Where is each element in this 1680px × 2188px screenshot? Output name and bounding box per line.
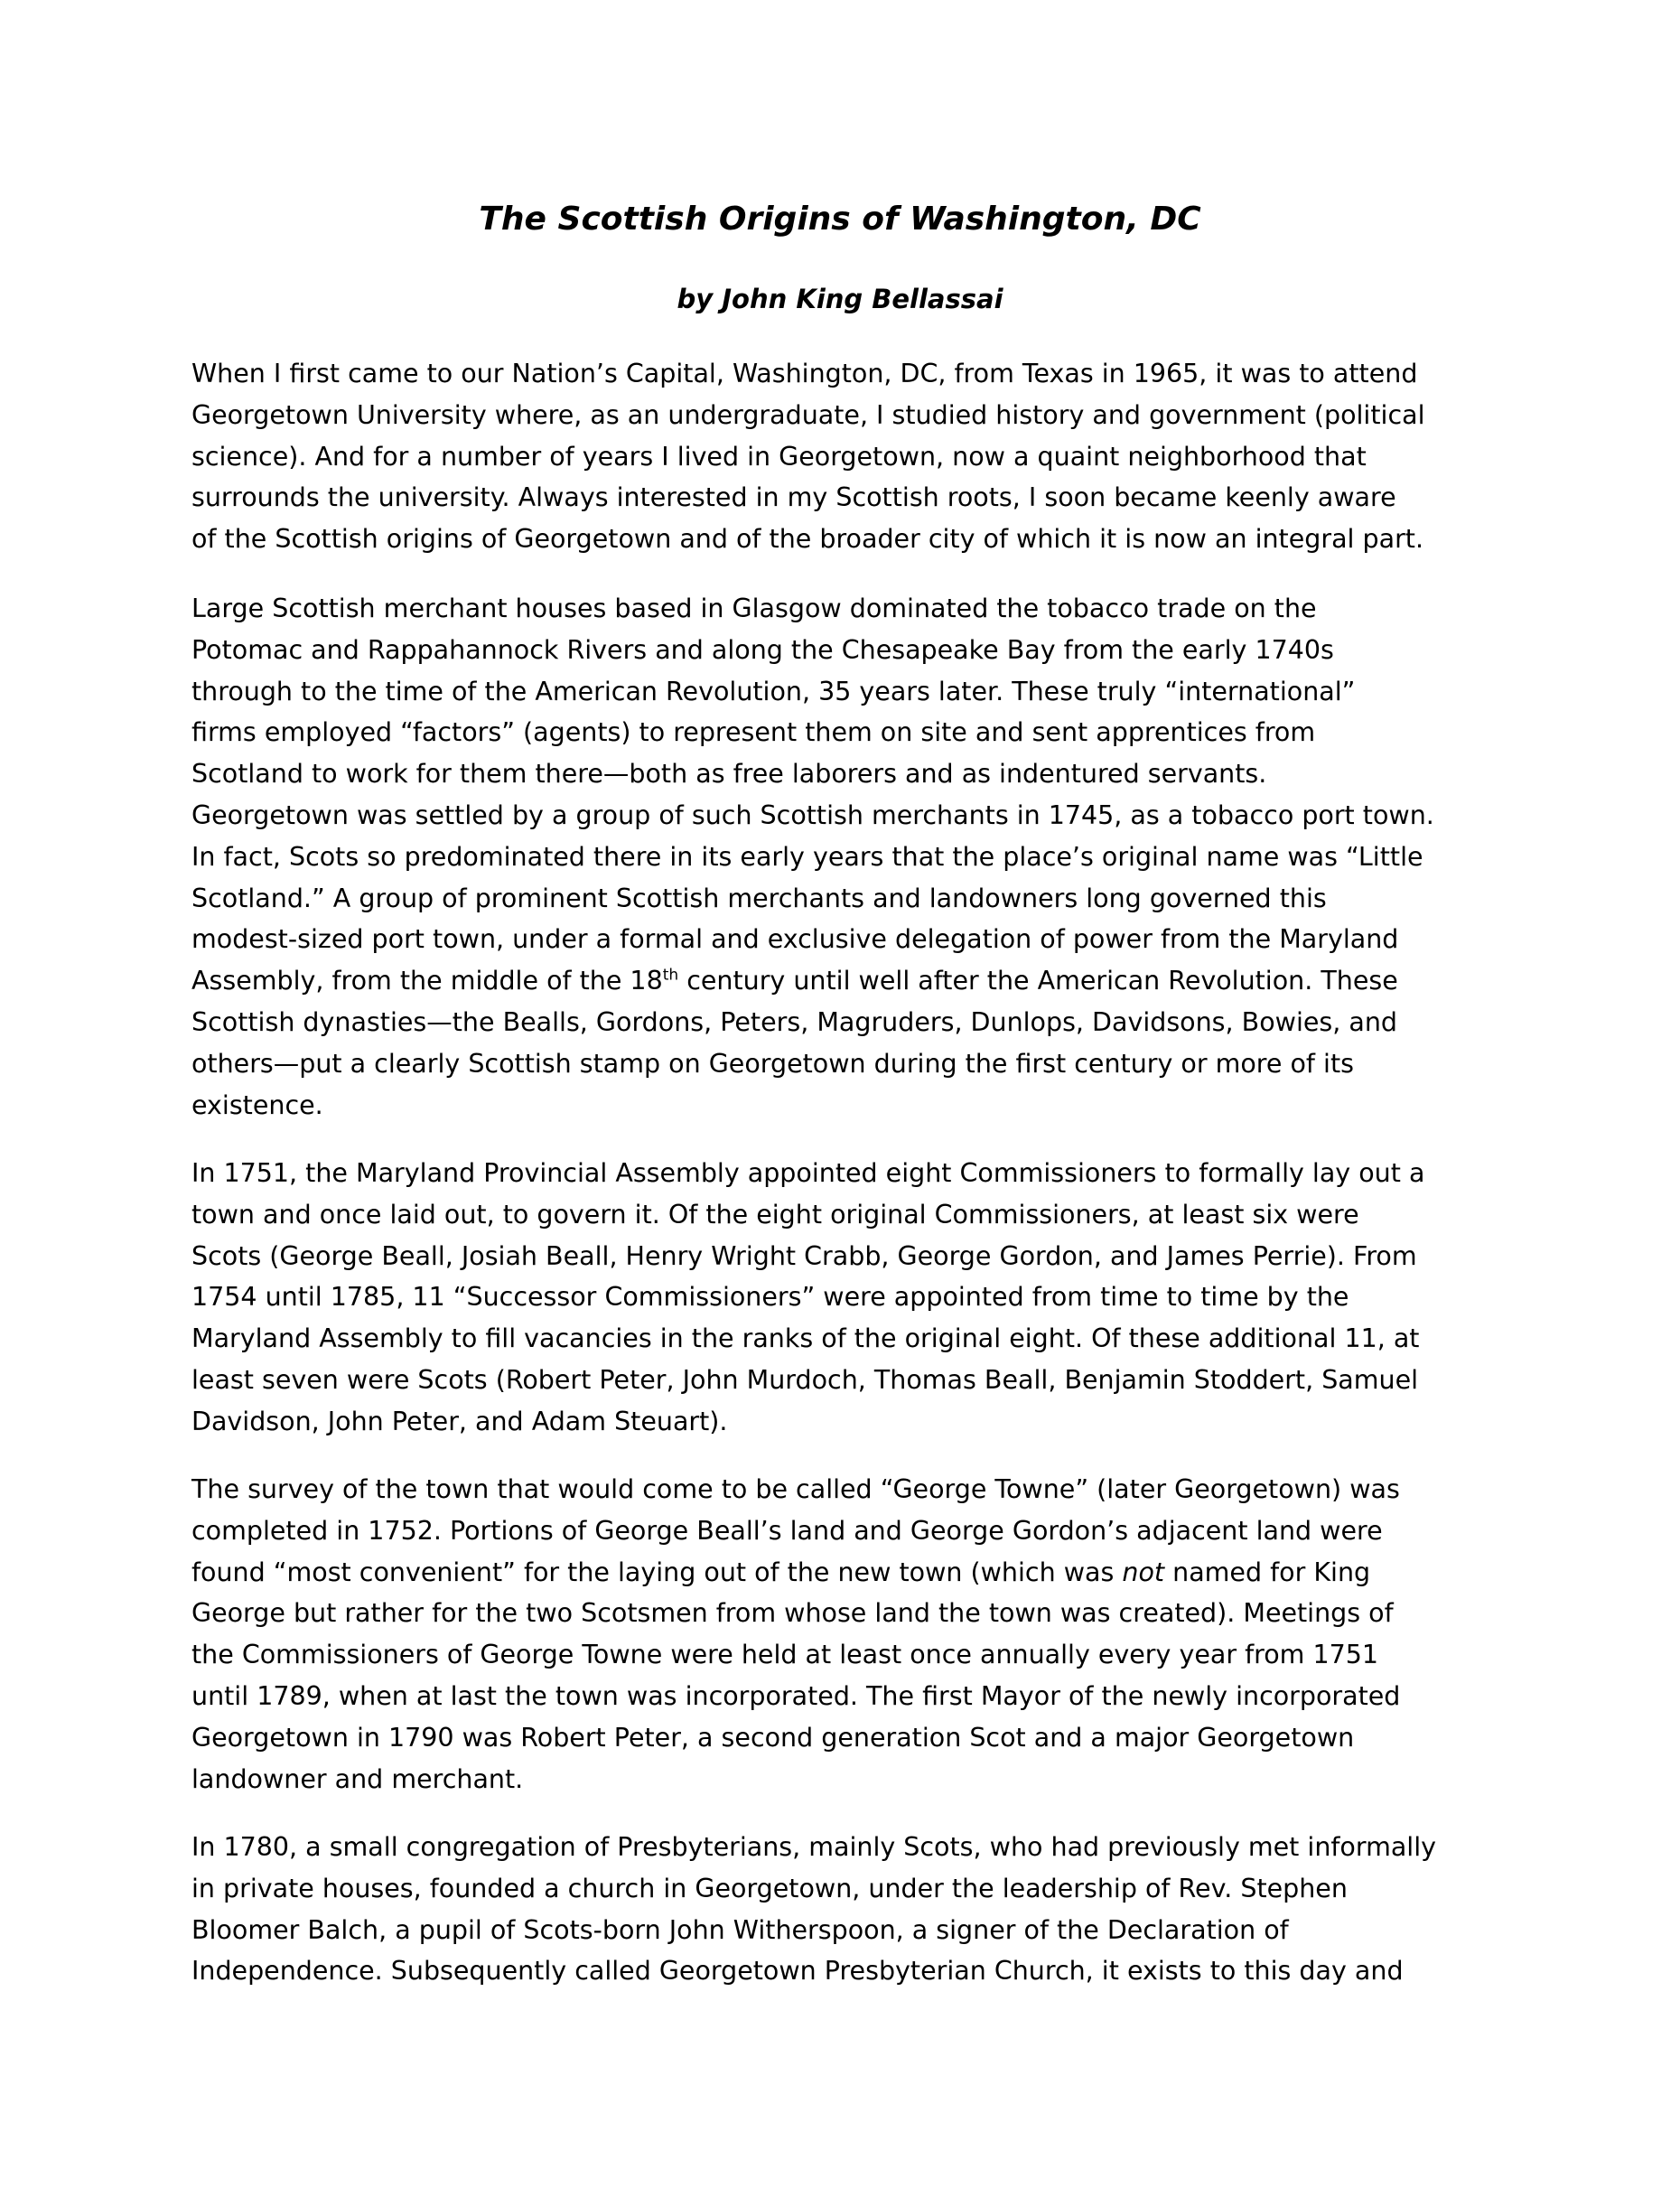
paragraph-line: Scots (George Beall, Josiah Beall, Henry Wright Crabb, George Gordon, and James Perrie). From (191, 1240, 1417, 1271)
paragraph-line: Scotland.” A group of prominent Scottish merchants and landowners long governed this (191, 883, 1327, 913)
paragraph-line: least seven were Scots (Robert Peter, John Murdoch, Thomas Beall, Benjamin Stoddert, Samuel (191, 1364, 1419, 1395)
paragraph-line: When I first came to our Nation’s Capital, Washington, DC, from Texas in 1965, it was to attend (191, 359, 1418, 388)
paragraph-line: town and once laid out, to govern it. Of the eight original Commissioners, at least six were (191, 1199, 1359, 1230)
paragraph-line: existence. (191, 1089, 323, 1120)
paragraph-line: In 1751, the Maryland Provincial Assembly appointed eight Commissioners to formally lay out a (191, 1158, 1425, 1188)
ordinal-superscript: th (662, 966, 679, 985)
paragraph-line: until 1789, when at last the town was incorporated. The first Mayor of the newly incorporated (191, 1680, 1401, 1711)
paragraph-line: firms employed “factors” (agents) to represent them on site and sent apprentices from (191, 717, 1316, 748)
emphasized-word: not (1122, 1557, 1165, 1587)
document-byline: by John King Bellassai (677, 284, 1003, 314)
line-text: Assembly, from the middle of the 18 (191, 966, 663, 996)
paragraph-line: of the Scottish origins of Georgetown and of the broader city of which it is now an integral part. (191, 524, 1424, 555)
paragraph-2 (191, 588, 1510, 1126)
paragraph-line: Georgetown University where, as an undergraduate, I studied history and government (political (191, 399, 1425, 430)
paragraph-line: 1754 until 1785, 11 “Successor Commissioners” were appointed from time to time by the (191, 1282, 1349, 1313)
line-text: found “most convenient” for the laying out of the new town (which was (191, 1557, 1123, 1587)
paragraph-line: In fact, Scots so predominated there in its early years that the place’s original name was “Little (191, 841, 1423, 872)
paragraph-line: Independence. Subsequently called Georgetown Presbyterian Church, it exists to this day and (191, 1956, 1404, 1987)
paragraph-line: Potomac and Rappahannock Rivers and along the Chesapeake Bay from the early 1740s (191, 634, 1334, 665)
paragraph-line: Maryland Assembly to fill vacancies in the ranks of the original eight. Of these additional 11, at (191, 1323, 1420, 1354)
paragraph-1 (191, 353, 1510, 560)
paragraph-line: through to the time of the American Revolution, 35 years later. These truly “international” (191, 676, 1356, 706)
paragraph-line: Large Scottish merchant houses based in Glasgow dominated the tobacco trade on the (191, 594, 1317, 623)
line-text: named for King (1164, 1557, 1371, 1587)
paragraph-line: In 1780, a small congregation of Presbyterians, mainly Scots, who had previously met informally (191, 1832, 1437, 1862)
paragraph-line: landowner and merchant. (191, 1763, 524, 1794)
paragraph-line: science). And for a number of years I lived in Georgetown, now a quaint neighborhood that (191, 441, 1367, 472)
line-text: century until well after the American Revolution. These (678, 966, 1398, 996)
paragraph-line: completed in 1752. Portions of George Beall’s land and George Gordon’s adjacent land were (191, 1515, 1383, 1546)
paragraph-line: Davidson, John Peter, and Adam Steuart). (191, 1406, 728, 1436)
paragraph-line: surrounds the university. Always interested in my Scottish roots, I soon became keenly aware (191, 482, 1396, 513)
paragraph-line: Scottish dynasties—the Bealls, Gordons, Peters, Magruders, Dunlops, Davidsons, Bowies, and (191, 1006, 1397, 1037)
paragraph-line-with-emphasis (191, 1552, 1510, 1594)
paragraph-line: Georgetown in 1790 was Robert Peter, a second generation Scot and a major Georgetown (191, 1722, 1355, 1753)
paragraph-3 (191, 1153, 1510, 1443)
paragraph-line: the Commissioners of George Towne were held at least once annually every year from 1751 (191, 1640, 1379, 1670)
paragraph-4 (191, 1469, 1510, 1800)
paragraph-5 (191, 1827, 1510, 1992)
paragraph-line: Bloomer Balch, a pupil of Scots-born John Witherspoon, a signer of the Declaration of (191, 1914, 1289, 1945)
paragraph-line: Scotland to work for them there—both as free laborers and as indentured servants. (191, 759, 1267, 790)
paragraph-line: The survey of the town that would come to be called “George Towne” (later Georgetown) was (191, 1474, 1400, 1504)
paragraph-line: George but rather for the two Scotsmen from whose land the town was created). Meetings of (191, 1598, 1394, 1629)
paragraph-line: in private houses, founded a church in Georgetown, under the leadership of Rev. Stephen (191, 1873, 1348, 1903)
paragraph-line: others—put a clearly Scottish stamp on Georgetown during the first century or more of its (191, 1048, 1354, 1079)
paragraph-line: Georgetown was settled by a group of such Scottish merchants in 1745, as a tobacco port town. (191, 799, 1434, 830)
document-title: The Scottish Origins of Washington, DC (479, 201, 1201, 238)
paragraph-line-with-superscript (191, 960, 1510, 1002)
paragraph-line: modest-sized port town, under a formal and exclusive delegation of power from the Maryland (191, 924, 1399, 955)
